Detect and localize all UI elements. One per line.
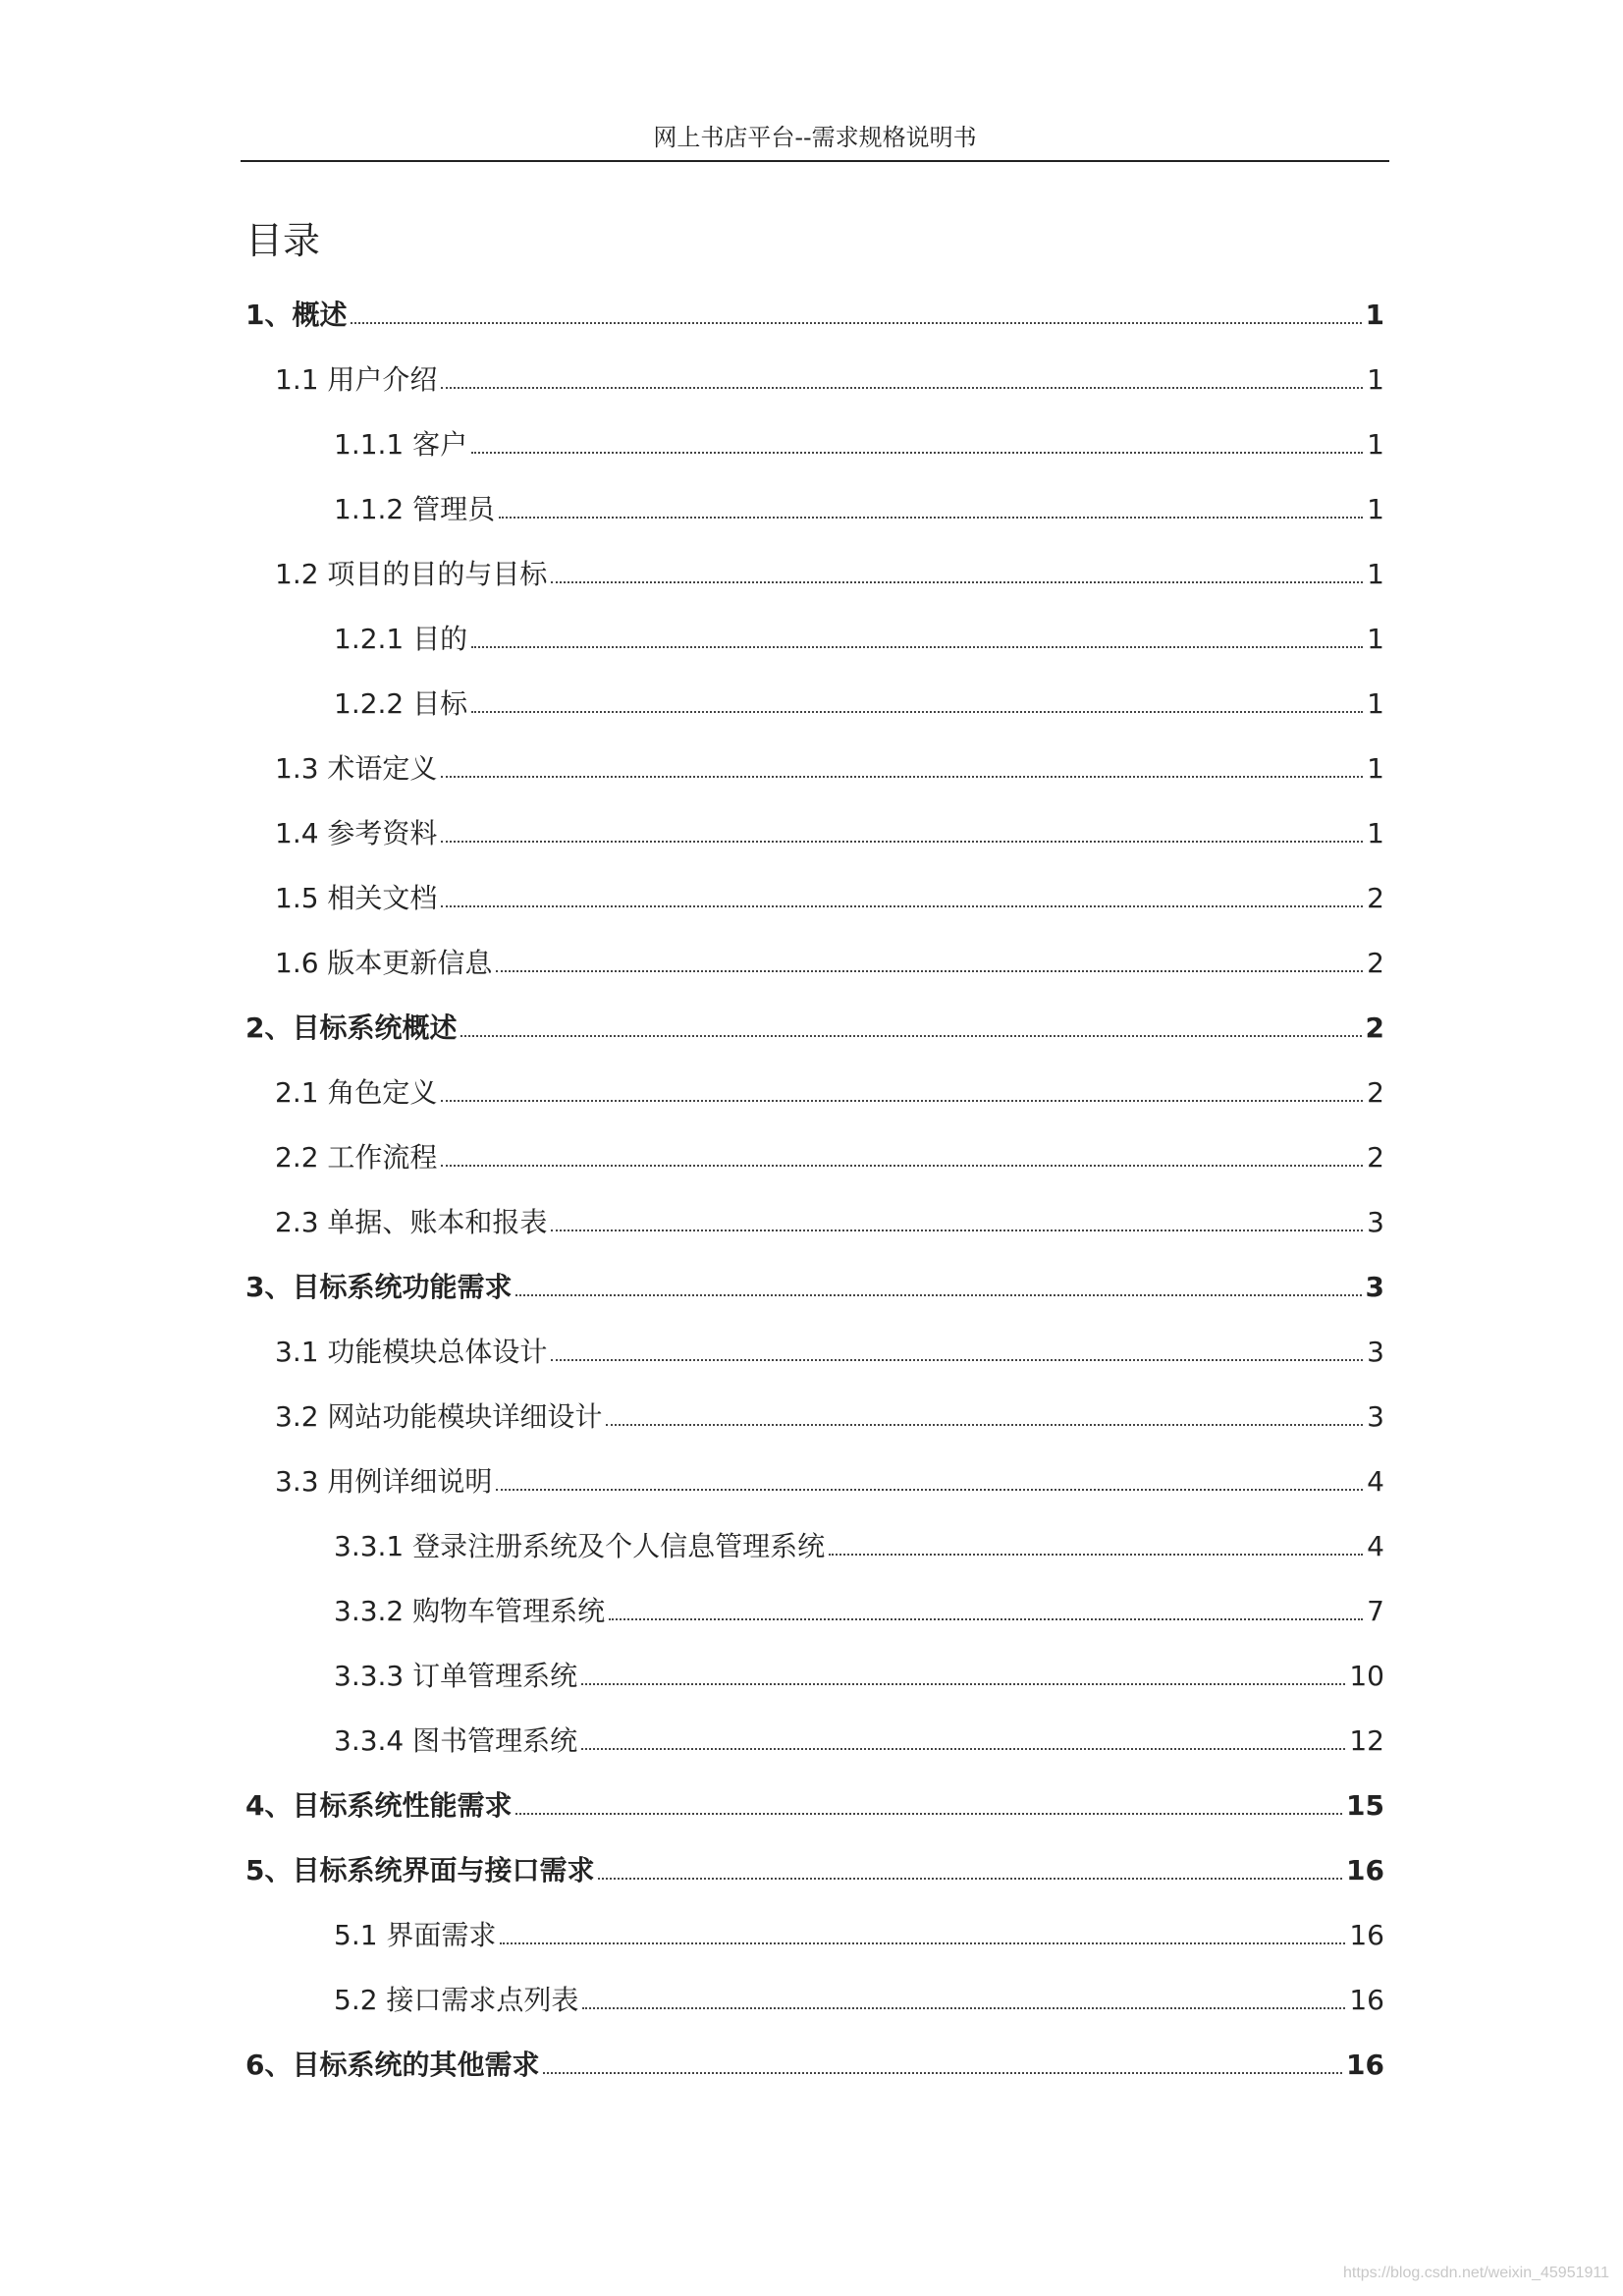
toc-entry-label: 1.2.2 目标 bbox=[334, 687, 468, 720]
toc-entry-page-number: 1 bbox=[1367, 623, 1384, 655]
toc-entry-label: 1.4 参考资料 bbox=[275, 817, 438, 849]
toc-entry[interactable] bbox=[245, 287, 1384, 352]
toc-dot-leader bbox=[441, 387, 1363, 389]
toc-entry-label: 2.3 单据、账本和报表 bbox=[275, 1206, 548, 1238]
toc-dot-leader bbox=[496, 1489, 1363, 1491]
toc-dot-leader bbox=[441, 1165, 1363, 1167]
toc-entry-page-number: 7 bbox=[1367, 1595, 1384, 1627]
toc-dot-leader bbox=[515, 1813, 1342, 1815]
toc-entry[interactable] bbox=[245, 1389, 1384, 1453]
toc-entry[interactable] bbox=[245, 2037, 1384, 2102]
toc-entry-label: 1.6 版本更新信息 bbox=[275, 947, 493, 979]
toc-entry-label: 3、目标系统功能需求 bbox=[245, 1271, 513, 1303]
toc-entry-label: 1.1 用户介绍 bbox=[275, 363, 438, 396]
toc-entry[interactable] bbox=[245, 1777, 1384, 1842]
toc-entry[interactable] bbox=[245, 1324, 1384, 1389]
toc-entry-label: 3.3.4 图书管理系统 bbox=[334, 1724, 578, 1757]
toc-entry[interactable] bbox=[245, 1648, 1384, 1713]
toc-entry-page-number: 4 bbox=[1367, 1465, 1384, 1498]
toc-dot-leader bbox=[606, 1424, 1363, 1426]
toc-entry-page-number: 1 bbox=[1367, 363, 1384, 396]
toc-entry[interactable] bbox=[245, 416, 1384, 481]
toc-dot-leader bbox=[441, 776, 1363, 778]
toc-entry-page-number: 2 bbox=[1367, 882, 1384, 914]
toc-entry-page-number: 1 bbox=[1367, 752, 1384, 785]
toc-entry-label: 1、概述 bbox=[245, 299, 348, 331]
toc-entry-label: 3.3.3 订单管理系统 bbox=[334, 1660, 578, 1692]
toc-entry[interactable] bbox=[245, 481, 1384, 546]
toc-entry-label: 3.2 网站功能模块详细设计 bbox=[275, 1400, 603, 1433]
toc-entry-page-number: 1 bbox=[1367, 428, 1384, 461]
toc-dot-leader bbox=[499, 517, 1363, 519]
watermark-url: https://blog.csdn.net/weixin_45951911 bbox=[1342, 2265, 1609, 2281]
toc-entry-label: 3.3.2 购物车管理系统 bbox=[334, 1595, 606, 1627]
toc-dot-leader bbox=[471, 711, 1363, 713]
toc-entry-page-number: 2 bbox=[1367, 1076, 1384, 1109]
toc-dot-leader bbox=[441, 905, 1363, 907]
toc-entry-page-number: 15 bbox=[1346, 1789, 1384, 1822]
header-divider bbox=[241, 160, 1389, 162]
toc-dot-leader bbox=[582, 2007, 1345, 2009]
toc-entry[interactable] bbox=[245, 546, 1384, 611]
toc-entry[interactable] bbox=[245, 676, 1384, 740]
toc-entry-page-number: 1 bbox=[1367, 817, 1384, 849]
toc-dot-leader bbox=[551, 1230, 1363, 1231]
toc-heading: 目录 bbox=[245, 219, 321, 262]
toc-entry-label: 3.1 功能模块总体设计 bbox=[275, 1336, 548, 1368]
toc-dot-leader bbox=[441, 841, 1363, 843]
toc-entry[interactable] bbox=[245, 1972, 1384, 2037]
toc-entry-page-number: 1 bbox=[1367, 493, 1384, 525]
toc-entry-label: 5.2 接口需求点列表 bbox=[334, 1984, 579, 2016]
toc-entry[interactable] bbox=[245, 1842, 1384, 1907]
toc-entry-label: 1.3 术语定义 bbox=[275, 752, 438, 785]
toc-entry-page-number: 1 bbox=[1365, 299, 1384, 331]
toc-entry[interactable] bbox=[245, 1583, 1384, 1648]
toc-entry-label: 2.1 角色定义 bbox=[275, 1076, 438, 1109]
toc-dot-leader bbox=[496, 970, 1363, 972]
toc-entry-page-number: 16 bbox=[1346, 2049, 1384, 2081]
toc-entry-label: 1.2 项目的目的与目标 bbox=[275, 558, 548, 590]
toc-entry-label: 5、目标系统界面与接口需求 bbox=[245, 1854, 595, 1886]
toc-entry-label: 3.3 用例详细说明 bbox=[275, 1465, 493, 1498]
toc-entry-page-number: 3 bbox=[1367, 1400, 1384, 1433]
toc-dot-leader bbox=[551, 1359, 1363, 1361]
toc-entry-page-number: 2 bbox=[1367, 947, 1384, 979]
toc-dot-leader bbox=[500, 1942, 1345, 1944]
toc-entry[interactable] bbox=[245, 935, 1384, 1000]
toc-entry-label: 2、目标系统概述 bbox=[245, 1011, 458, 1044]
toc-entry[interactable] bbox=[245, 1259, 1384, 1324]
toc-dot-leader bbox=[471, 452, 1363, 454]
toc-entry-label: 2.2 工作流程 bbox=[275, 1141, 438, 1174]
toc-entry-page-number: 3 bbox=[1367, 1336, 1384, 1368]
toc-entry-page-number: 16 bbox=[1349, 1919, 1384, 1951]
toc-dot-leader bbox=[351, 322, 1361, 324]
toc-entry-label: 1.5 相关文档 bbox=[275, 882, 438, 914]
toc-entry[interactable] bbox=[245, 1453, 1384, 1518]
toc-entry-label: 1.2.1 目的 bbox=[334, 623, 468, 655]
toc-entry[interactable] bbox=[245, 870, 1384, 935]
toc-dot-leader bbox=[441, 1100, 1363, 1102]
toc-entry[interactable] bbox=[245, 1713, 1384, 1777]
toc-entry[interactable] bbox=[245, 740, 1384, 805]
toc-dot-leader bbox=[515, 1294, 1361, 1296]
table-of-contents bbox=[245, 287, 1384, 2102]
toc-entry[interactable] bbox=[245, 1065, 1384, 1129]
toc-dot-leader bbox=[543, 2072, 1342, 2074]
toc-entry[interactable] bbox=[245, 611, 1384, 676]
toc-entry-label: 3.3.1 登录注册系统及个人信息管理系统 bbox=[334, 1530, 826, 1562]
toc-entry-page-number: 1 bbox=[1367, 687, 1384, 720]
page-header-title: 网上书店平台--需求规格说明书 bbox=[653, 124, 977, 151]
toc-entry-page-number: 16 bbox=[1346, 1854, 1384, 1886]
toc-entry[interactable] bbox=[245, 1194, 1384, 1259]
toc-entry-label: 5.1 界面需求 bbox=[334, 1919, 497, 1951]
toc-entry[interactable] bbox=[245, 1129, 1384, 1194]
toc-entry[interactable] bbox=[245, 1000, 1384, 1065]
toc-dot-leader bbox=[598, 1878, 1342, 1880]
toc-entry-page-number: 2 bbox=[1365, 1011, 1384, 1044]
toc-dot-leader bbox=[609, 1618, 1363, 1620]
toc-dot-leader bbox=[551, 581, 1363, 583]
toc-dot-leader bbox=[829, 1554, 1363, 1556]
toc-dot-leader bbox=[460, 1035, 1361, 1037]
toc-dot-leader bbox=[471, 646, 1363, 648]
toc-entry-page-number: 2 bbox=[1367, 1141, 1384, 1174]
toc-entry-page-number: 3 bbox=[1365, 1271, 1384, 1303]
toc-entry-page-number: 3 bbox=[1367, 1206, 1384, 1238]
toc-entry[interactable] bbox=[245, 1518, 1384, 1583]
toc-entry-label: 4、目标系统性能需求 bbox=[245, 1789, 513, 1822]
toc-entry[interactable] bbox=[245, 352, 1384, 416]
toc-entry-label: 6、目标系统的其他需求 bbox=[245, 2049, 540, 2081]
toc-entry-label: 1.1.2 管理员 bbox=[334, 493, 496, 525]
toc-entry[interactable] bbox=[245, 1907, 1384, 1972]
toc-dot-leader bbox=[581, 1748, 1345, 1750]
toc-entry[interactable] bbox=[245, 805, 1384, 870]
toc-entry-page-number: 10 bbox=[1349, 1660, 1384, 1692]
toc-entry-page-number: 12 bbox=[1349, 1724, 1384, 1757]
toc-entry-page-number: 4 bbox=[1367, 1530, 1384, 1562]
toc-entry-page-number: 16 bbox=[1349, 1984, 1384, 2016]
toc-dot-leader bbox=[581, 1683, 1345, 1685]
toc-entry-label: 1.1.1 客户 bbox=[334, 428, 468, 461]
toc-entry-page-number: 1 bbox=[1367, 558, 1384, 590]
